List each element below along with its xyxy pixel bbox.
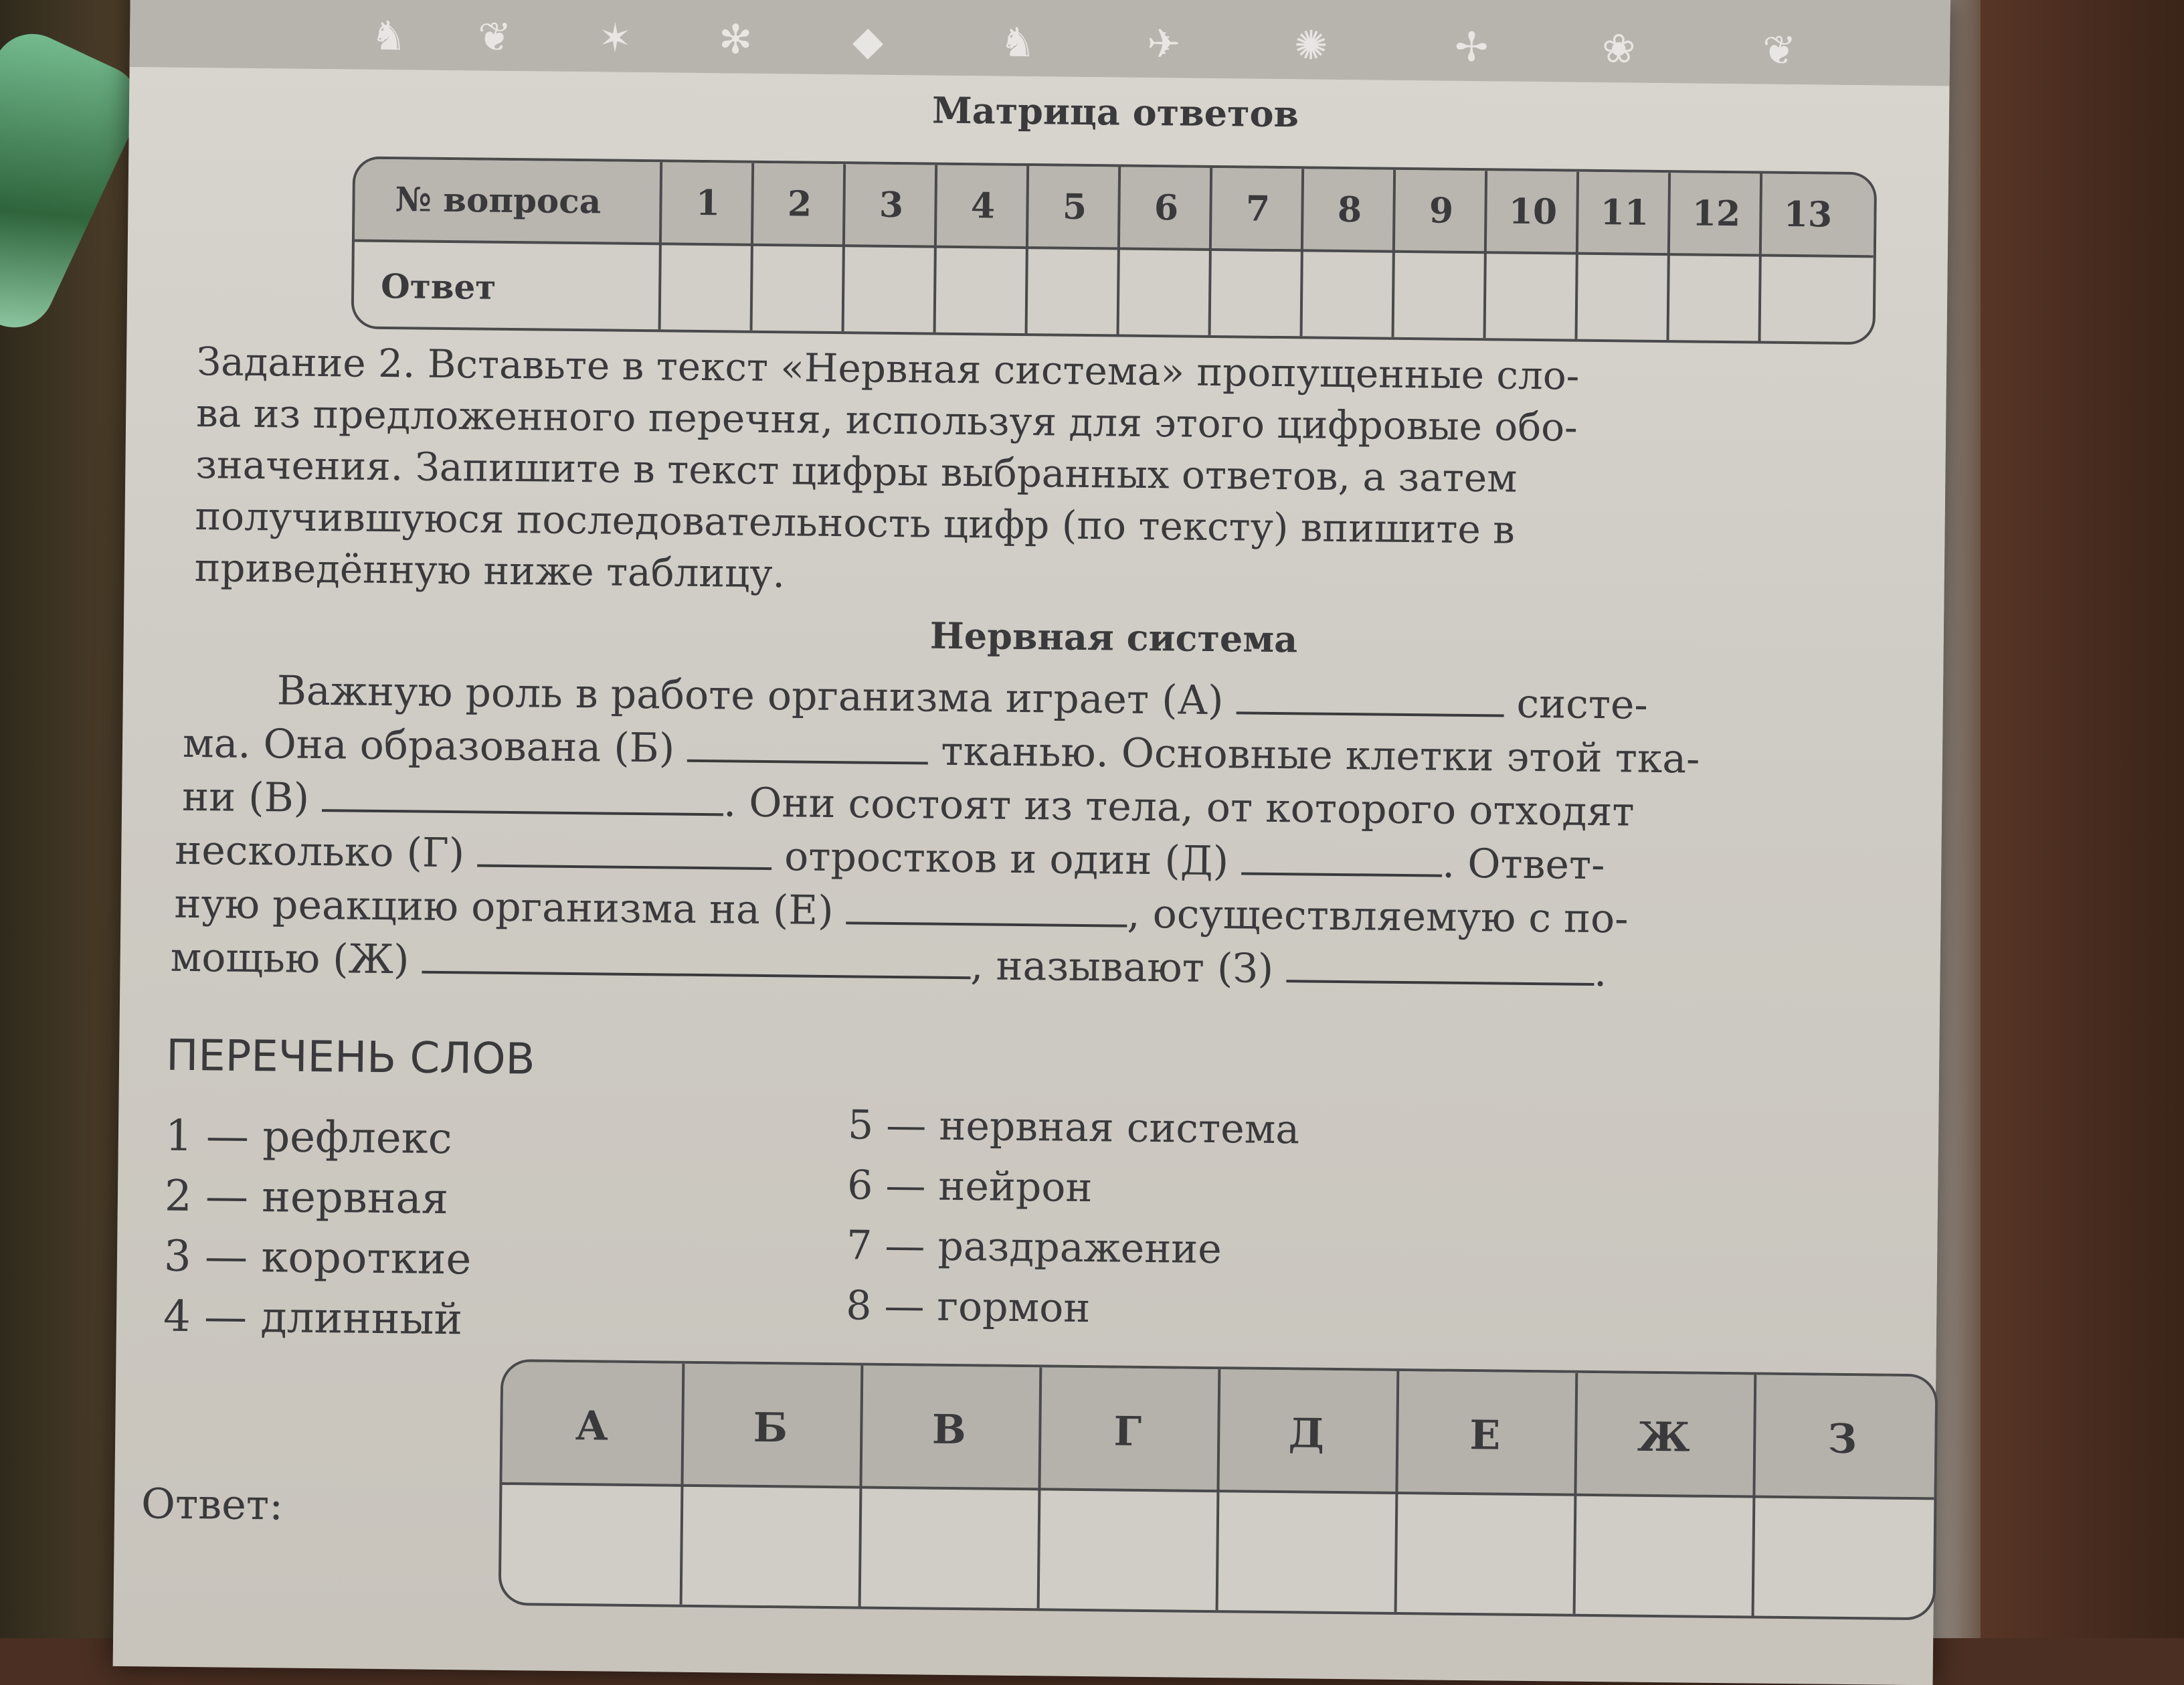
- blank-v[interactable]: [322, 802, 723, 816]
- text-fragment: систе-: [1516, 680, 1649, 729]
- text-fragment: , называют (З): [970, 942, 1274, 992]
- word-item: 4 — длинный: [163, 1292, 463, 1345]
- ant-icon: ✻: [718, 16, 753, 64]
- task-line: ва из предложенного перечня, используя для этого цифровые обо-: [195, 390, 1578, 450]
- question-number: 7: [1245, 188, 1271, 230]
- text-fragment: мощью (Ж): [170, 934, 410, 984]
- question-number: 8: [1337, 189, 1362, 231]
- task-line: Задание 2. Вставьте в текст «Нервная система» пропущенные сло-: [196, 339, 1580, 399]
- whale-icon: ◆: [852, 17, 884, 65]
- frog-icon: ❀: [1601, 25, 1636, 73]
- matrix-title: Матрица ответов: [931, 88, 1299, 136]
- buffalo-icon: ♞: [370, 12, 407, 60]
- text-fragment: ни (В): [181, 773, 310, 822]
- question-number: 6: [1154, 187, 1179, 229]
- question-number: 1: [695, 182, 721, 224]
- blank-e[interactable]: [846, 915, 1127, 927]
- answer-input-cell[interactable]: [1573, 1496, 1753, 1616]
- text-fragment: , осуществляемую с по-: [1127, 890, 1629, 943]
- word-item: 5 — нервная система: [847, 1101, 1300, 1154]
- task-line: получившуюся последовательность цифр (по тексту) впишите в: [195, 493, 1516, 553]
- text-fragment: . Ответ-: [1441, 840, 1605, 889]
- answer-letter: Е: [1469, 1412, 1501, 1459]
- question-number: 10: [1508, 191, 1558, 233]
- word-item: 6 — нейрон: [846, 1162, 1093, 1212]
- question-number: 11: [1600, 192, 1649, 234]
- answer-input-cell[interactable]: [1216, 1492, 1396, 1612]
- blank-a[interactable]: [1236, 705, 1504, 717]
- header-band: [130, 0, 1950, 86]
- blank-g[interactable]: [477, 857, 771, 870]
- word-list-heading: ПЕРЕЧЕНЬ СЛОВ: [165, 1031, 535, 1085]
- answer-input-cell[interactable]: [1037, 1490, 1217, 1610]
- text-fragment: несколько (Г): [175, 826, 465, 877]
- bird-icon: ✈: [1146, 20, 1181, 68]
- word-item: 3 — короткие: [163, 1231, 472, 1285]
- question-number: 3: [879, 184, 904, 226]
- butterfly-icon: ❦: [477, 13, 512, 61]
- question-number: 13: [1783, 193, 1833, 236]
- answer-table: [498, 1359, 1938, 1620]
- horse-icon: ♞: [999, 19, 1036, 67]
- question-number: 12: [1692, 193, 1741, 235]
- workbook-page: [113, 0, 1950, 1685]
- answer-letter: Б: [753, 1404, 788, 1452]
- word-item: 8 — гормон: [845, 1282, 1091, 1332]
- word-item: 1 — рефлекс: [165, 1111, 452, 1164]
- answer-input-cell[interactable]: [858, 1489, 1038, 1609]
- answer-input-cell[interactable]: [501, 1485, 681, 1605]
- answer-label: Ответ:: [141, 1479, 284, 1530]
- answer-input-cell[interactable]: [680, 1487, 860, 1607]
- text-fragment: .: [1593, 948, 1607, 996]
- answer-letter: А: [575, 1403, 609, 1450]
- answer-letter: Ж: [1637, 1413, 1691, 1461]
- word-item: 7 — раздражение: [846, 1222, 1222, 1273]
- text-fragment: ма. Она образована (Б): [182, 719, 675, 772]
- task-line: приведённую ниже таблицу.: [194, 545, 786, 597]
- scorpion-icon: ✶: [598, 15, 632, 62]
- blank-d[interactable]: [1241, 865, 1442, 877]
- task-line: значения. Запишите в текст цифры выбранных ответов, а затем: [195, 442, 1518, 501]
- question-number-header: № вопроса: [395, 179, 602, 221]
- moth-icon: ❦: [1762, 27, 1797, 75]
- word-item: 2 — нервная: [164, 1171, 449, 1225]
- text-fragment: . Они состоят из тела, от которого отходят: [723, 779, 1635, 836]
- answer-matrix: [351, 156, 1878, 345]
- blank-b[interactable]: [687, 753, 928, 765]
- question-number: 9: [1429, 190, 1454, 232]
- answer-letter: Г: [1113, 1408, 1142, 1455]
- question-number: 4: [970, 185, 996, 227]
- lizard-icon: ✢: [1454, 23, 1489, 72]
- beetle-icon: ✺: [1293, 22, 1328, 70]
- question-number: 2: [787, 183, 812, 225]
- blank-zh[interactable]: [422, 964, 970, 980]
- text-heading: Нервная система: [929, 614, 1298, 661]
- answer-letter: Д: [1288, 1410, 1325, 1457]
- answer-input-cell[interactable]: [1394, 1494, 1574, 1614]
- answer-letter: В: [931, 1406, 967, 1454]
- text-fragment: ную реакцию организма на (Е): [174, 880, 834, 935]
- question-number: 5: [1062, 186, 1087, 228]
- text-fragment: Важную роль в работе организма играет (А): [276, 667, 1224, 725]
- text-fragment: отростков и один (Д): [784, 833, 1229, 885]
- blank-z[interactable]: [1286, 973, 1594, 986]
- answer-row-header: Ответ: [380, 266, 496, 307]
- text-fragment: тканью. Основные клетки этой тка-: [940, 727, 1700, 783]
- answer-letter: З: [1827, 1415, 1857, 1464]
- answer-input-cell[interactable]: [1752, 1498, 1932, 1618]
